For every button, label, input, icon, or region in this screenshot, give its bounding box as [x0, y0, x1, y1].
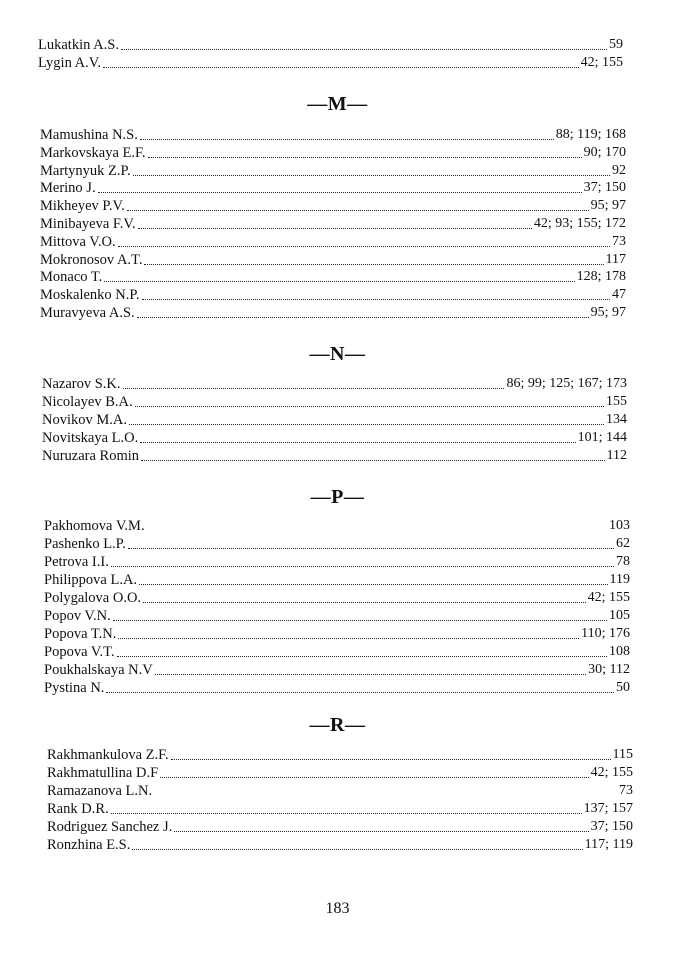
- author-name: Rakhmankulova Z.F.: [47, 747, 169, 763]
- dot-leader: [171, 759, 611, 760]
- author-name: Popova V.T.: [44, 644, 115, 660]
- dot-leader: [128, 548, 614, 549]
- author-name: Polygalova O.O.: [44, 590, 142, 606]
- page-references: 117: [605, 251, 626, 267]
- index-entry: [44, 607, 630, 625]
- page-references: 90; 170: [583, 144, 626, 160]
- author-name: Nuruzara Romin: [42, 448, 140, 464]
- dot-leader: [141, 460, 604, 461]
- dot-leader: [113, 620, 607, 621]
- author-name: Philippova L.A.: [44, 572, 138, 588]
- dot-leader: [121, 49, 607, 50]
- dot-leader: [142, 299, 611, 300]
- page-references: 59: [609, 37, 623, 52]
- page-references: 86; 99; 125; 167; 173: [506, 376, 627, 391]
- page-references: 117; 119: [584, 837, 633, 852]
- page-references: 115: [612, 747, 633, 762]
- page-references: 95; 97: [590, 198, 626, 214]
- index-entry: [38, 36, 623, 54]
- dot-leader: [117, 656, 608, 657]
- page-references: 37; 150: [590, 819, 633, 834]
- author-name: Popov V.N.: [44, 608, 111, 624]
- page-references: 30; 112: [588, 662, 630, 677]
- index-entry: [42, 411, 627, 429]
- page-references: 128; 178: [576, 269, 626, 285]
- dot-leader: [111, 566, 614, 567]
- index-entry: [40, 162, 626, 180]
- dot-leader: [143, 602, 586, 603]
- author-name: Poukhalskaya N.V: [44, 662, 153, 678]
- dot-leader: [148, 157, 582, 158]
- index-entry: [40, 233, 626, 251]
- page-references: 119: [609, 572, 630, 587]
- author-name: Novitskaya L.O.: [42, 430, 139, 446]
- author-name: Lygin A.V.: [38, 54, 101, 71]
- index-entry: [47, 746, 633, 764]
- section-heading: —N—: [309, 343, 366, 365]
- index-entry: [40, 286, 626, 304]
- page-references: 137; 157: [583, 801, 633, 816]
- dot-leader: [106, 692, 614, 693]
- page-references: 95; 97: [590, 305, 626, 320]
- index-entry: [44, 643, 630, 661]
- index-entry: [40, 215, 626, 233]
- section-heading: —M—: [307, 93, 368, 115]
- index-entry: [44, 553, 630, 571]
- page-references: 110; 176: [581, 626, 630, 641]
- index-entry: [44, 535, 630, 553]
- dot-leader: [155, 674, 586, 675]
- page-references: 105: [609, 608, 630, 623]
- dot-leader: [135, 406, 604, 407]
- index-entry: [44, 589, 630, 607]
- dot-leader: [133, 175, 610, 176]
- page-references: 42; 155: [587, 590, 630, 605]
- author-name: Pakhomova V.M.: [44, 518, 145, 534]
- index-entry: [42, 429, 627, 447]
- dot-leader: [137, 317, 589, 318]
- author-name: Moskalenko N.P.: [40, 287, 140, 304]
- page-references: 42; 93; 155; 172: [533, 216, 626, 231]
- index-entry: [47, 782, 633, 800]
- author-name: Mamushina N.S.: [40, 127, 138, 143]
- section-heading: —R—: [309, 714, 366, 736]
- author-name: Muravyeva A.S.: [40, 305, 135, 321]
- index-entry: [44, 661, 630, 679]
- index-entry: [44, 679, 630, 697]
- author-name: Nazarov S.K.: [42, 376, 121, 392]
- author-name: Mittova V.O.: [40, 233, 116, 250]
- page-references: 134: [606, 412, 627, 427]
- page-references: 73: [612, 233, 626, 249]
- author-name: Monaco T.: [40, 269, 103, 286]
- author-name: Petrova I.I.: [44, 554, 109, 570]
- index-entry: [40, 251, 626, 269]
- index-entry: [42, 393, 627, 411]
- dot-leader: [103, 67, 579, 68]
- dot-leader: [144, 264, 603, 265]
- author-name: Ronzhina E.S.: [47, 837, 131, 853]
- dot-leader: [118, 246, 610, 247]
- dot-leader: [140, 442, 575, 443]
- dot-leader: [118, 638, 579, 639]
- index-entry: [40, 197, 626, 215]
- section-heading: —P—: [310, 486, 365, 508]
- page-references: 155: [606, 394, 627, 409]
- index-entry: [44, 571, 630, 589]
- page-references: 50: [616, 680, 630, 695]
- page-references: 78: [616, 554, 630, 569]
- page-references: 103: [609, 518, 630, 533]
- author-name: Ramazanova L.N.: [47, 783, 153, 799]
- dot-leader: [138, 228, 532, 229]
- index-entry: [40, 179, 626, 197]
- index-entry: [40, 304, 626, 322]
- page-references: 101; 144: [577, 430, 627, 445]
- index-entry: [44, 517, 630, 535]
- dot-leader: [98, 192, 582, 193]
- index-entry: [47, 836, 633, 854]
- page-references: 92: [612, 162, 626, 178]
- author-name: Markovskaya E.F.: [40, 144, 146, 161]
- dot-leader: [132, 849, 582, 850]
- author-name: Mikheyev P.V.: [40, 198, 125, 215]
- dot-leader: [123, 388, 505, 389]
- index-entry: [47, 764, 633, 782]
- dot-leader: [174, 831, 588, 832]
- dot-leader: [127, 210, 589, 211]
- index-entry: [40, 268, 626, 286]
- author-name: Martynyuk Z.P.: [40, 162, 131, 179]
- page-references: 88; 119; 168: [555, 127, 626, 142]
- author-name: Novikov M.A.: [42, 412, 127, 428]
- page-references: 112: [606, 448, 627, 463]
- author-name: Minibayeva F.V.: [40, 216, 136, 232]
- dot-leader: [104, 281, 574, 282]
- index-entry: [47, 800, 633, 818]
- index-entry: [42, 375, 627, 393]
- index-entry: [38, 54, 623, 72]
- author-name: Mokronosov A.T.: [40, 251, 143, 268]
- dot-leader: [111, 813, 582, 814]
- index-entry: [47, 818, 633, 836]
- author-name: Nicolayev B.A.: [42, 394, 133, 410]
- page-references: 62: [616, 536, 630, 551]
- dot-leader: [160, 777, 588, 778]
- author-name: Rakhmatullina D.F: [47, 765, 159, 781]
- page-references: 42; 155: [590, 765, 633, 780]
- author-name: Merino J.: [40, 180, 96, 197]
- author-name: Rank D.R.: [47, 801, 109, 817]
- page-references: 47: [612, 287, 626, 303]
- author-name: Rodriguez Sanchez J.: [47, 819, 173, 835]
- dot-leader: [129, 424, 604, 425]
- index-entry: [40, 144, 626, 162]
- author-name: Popova T.N.: [44, 626, 117, 642]
- page-references: 37; 150: [583, 180, 626, 196]
- index-entry: [44, 625, 630, 643]
- author-name: Lukatkin A.S.: [38, 37, 119, 53]
- author-name: Pystina N.: [44, 680, 105, 696]
- page-references: 108: [609, 644, 630, 659]
- page-number: 183: [325, 900, 350, 917]
- index-entry: [42, 447, 627, 465]
- page-references: 42; 155: [580, 54, 623, 70]
- dot-leader: [140, 139, 554, 140]
- author-name: Pashenko L.P.: [44, 536, 126, 552]
- dot-leader: [139, 584, 607, 585]
- page-references: 73: [619, 783, 633, 798]
- index-entry: [40, 126, 626, 144]
